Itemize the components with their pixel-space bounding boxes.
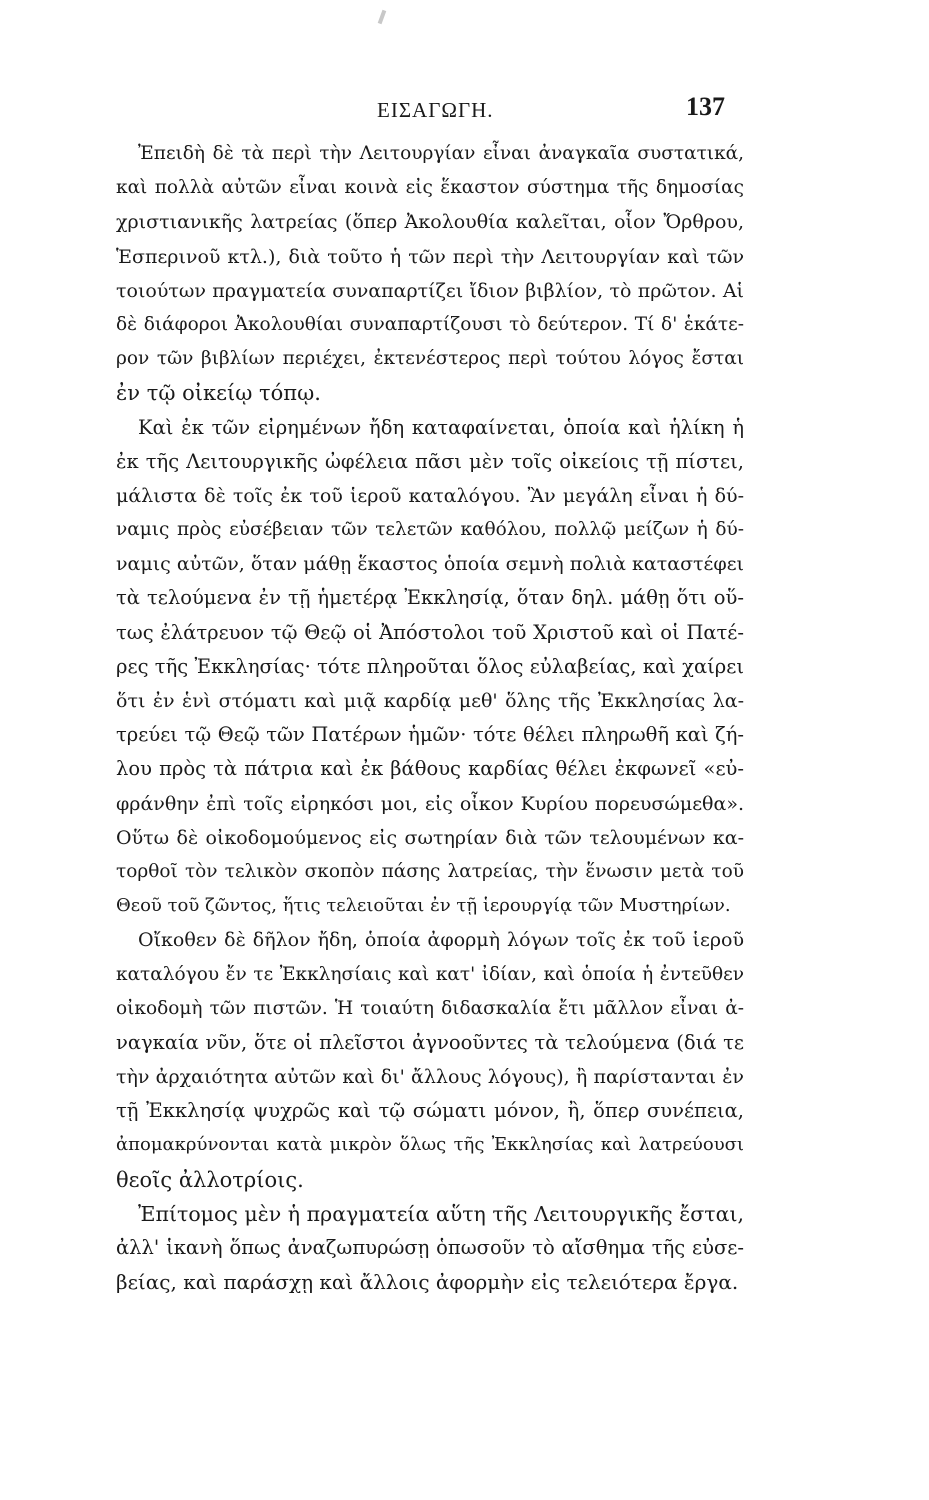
text-line: Ἐπειδὴ δὲ τὰ περὶ τὴν Λειτουργίαν εἶναι ἀναγκαῖα συστατικά, xyxy=(138,143,744,164)
text-line: χριστιανικῆς λατρείας (ὅπερ Ἀκολουθία καλεῖται, οἷον Ὄρθρου, xyxy=(116,211,744,234)
text-line: θεοῖς ἀλλοτρίοις. xyxy=(116,1167,304,1192)
text-line: λου πρὸς τὰ πάτρια καὶ ἐκ βάθους καρδίας θέλει ἐκφωνεῖ «εὐ- xyxy=(116,757,744,781)
text-line: ρον τῶν βιβλίων περιέχει, ἐκτενέστερος περὶ τούτου λόγος ἔσται xyxy=(116,348,744,370)
text-line: οἰκοδομὴ τῶν πιστῶν. Ἡ τοιαύτη διδασκαλία ἔτι μᾶλλον εἶναι ἀ- xyxy=(116,997,744,1019)
body-text xyxy=(116,137,744,1299)
text-line: τορθοῖ τὸν τελικὸν σκοπὸν πάσης λατρείας, τὴν ἕνωσιν μετὰ τοῦ xyxy=(116,860,744,882)
text-line: ρες τῆς Ἐκκλησίας· τότε πληροῦται ὅλος εὐλαβείας, καὶ χαίρει xyxy=(116,654,744,678)
text-line: ναμις πρὸς εὐσέβειαν τῶν τελετῶν καθόλου, πολλῷ μείζων ἡ δύ- xyxy=(116,519,744,541)
text-line: τοιούτων πραγματεία συναπαρτίζει ἴδιον βιβλίον, τὸ πρῶτον. Αἱ xyxy=(116,279,744,302)
text-line: τρεύει τῷ Θεῷ τῶν Πατέρων ἡμῶν· τότε θέλει πληρωθῆ καὶ ζή- xyxy=(116,723,744,747)
text-line: ἐν τῷ οἰκείῳ τόπῳ. xyxy=(116,381,321,406)
text-line: τὴν ἀρχαιότητα αὐτῶν καὶ δι' ἄλλους λόγους), ἢ παρίστανται ἐν xyxy=(116,1066,744,1089)
text-line: τῇ Ἐκκλησίᾳ ψυχρῶς καὶ τῷ σώματι μόνον, ἢ, ὅπερ συνέπεια, xyxy=(116,1099,744,1123)
page-number: 137 xyxy=(686,92,725,121)
text-line: δὲ διάφοροι Ἀκολουθίαι συναπαρτίζουσι τὸ δεύτερον. Τί δ' ἑκάτε- xyxy=(116,313,744,335)
text-line: βείας, καὶ παράσχῃ καὶ ἄλλοις ἀφορμὴν εἰς τελειότερα ἔργα. xyxy=(116,1270,739,1295)
text-line: καταλόγου ἔν τε Ἐκκλησίαις καὶ κατ' ἰδίαν, καὶ ὁποία ἡ ἐντεῦθεν xyxy=(116,963,744,985)
text-line: Οὕτω δὲ οἰκοδομούμενος εἰς σωτηρίαν διὰ τῶν τελουμένων κα- xyxy=(116,826,744,849)
text-line: Ἑσπερινοῦ κτλ.), διὰ τοῦτο ἡ τῶν περὶ τὴν Λειτουργίαν καὶ τῶν xyxy=(116,245,744,268)
text-line: ἀλλ' ἱκανὴ ὅπως ἀναζωπυρώσῃ ὁπωσοῦν τὸ αἴσθημα τῆς εὐσε- xyxy=(116,1236,744,1259)
text-line: ἐκ τῆς Λειτουργικῆς ὠφέλεια πᾶσι μὲν τοῖς οἰκείοις τῇ πίστει, xyxy=(116,449,744,473)
running-title: ΕΙΣΑΓΩΓΗ. xyxy=(377,98,494,122)
text-line: ὅτι ἐν ἑνὶ στόματι καὶ μιᾷ καρδίᾳ μεθ' ὅλης τῆς Ἐκκλησίας λα- xyxy=(116,690,744,712)
text-line: φράνθην ἐπὶ τοῖς εἰρηκόσι μοι, εἰς οἶκον Κυρίου πορευσώμεθα». xyxy=(116,792,744,815)
text-line: τως ἐλάτρευον τῷ Θεῷ οἱ Ἀπόστολοι τοῦ Χριστοῦ καὶ οἱ Πατέ- xyxy=(116,620,744,644)
ink-mark xyxy=(378,10,387,25)
running-head xyxy=(0,92,929,128)
text-line: Οἴκοθεν δὲ δῆλον ἤδη, ὁποία ἀφορμὴ λόγων τοῖς ἐκ τοῦ ἱεροῦ xyxy=(138,929,744,952)
text-line: Ἐπίτομος μὲν ἡ πραγματεία αὕτη τῆς Λειτουργικῆς ἔσται, xyxy=(138,1201,744,1226)
text-line: ἀπομακρύνονται κατὰ μικρὸν ὅλως τῆς Ἐκκλησίας καὶ λατρεύουσι xyxy=(116,1134,744,1156)
text-line: μάλιστα δὲ τοῖς ἐκ τοῦ ἱεροῦ καταλόγου. Ἂν μεγάλη εἶναι ἡ δύ- xyxy=(116,484,744,507)
text-line: Καὶ ἐκ τῶν εἰρημένων ἤδη καταφαίνεται, ὁποία καὶ ἡλίκη ἡ xyxy=(138,415,744,439)
text-line: τὰ τελούμενα ἐν τῇ ἡμετέρᾳ Ἐκκλησίᾳ, ὅταν δηλ. μάθῃ ὅτι οὕ- xyxy=(116,586,744,610)
text-line: καὶ πολλὰ αὐτῶν εἶναι κοινὰ εἰς ἕκαστον σύστημα τῆς δημοσίας xyxy=(116,177,744,199)
text-line: ναμις αὐτῶν, ὅταν μάθῃ ἕκαστος ὁποία σεμνὴ πολιὰ καταστέφει xyxy=(116,553,744,576)
text-line: Θεοῦ τοῦ ζῶντος, ἥτις τελειοῦται ἐν τῇ ἱερουργίᾳ τῶν Μυστηρίων. xyxy=(116,895,731,917)
text-line: ναγκαία νῦν, ὅτε οἱ πλεῖστοι ἀγνοοῦντες τὰ τελούμενα (διά τε xyxy=(116,1030,744,1054)
